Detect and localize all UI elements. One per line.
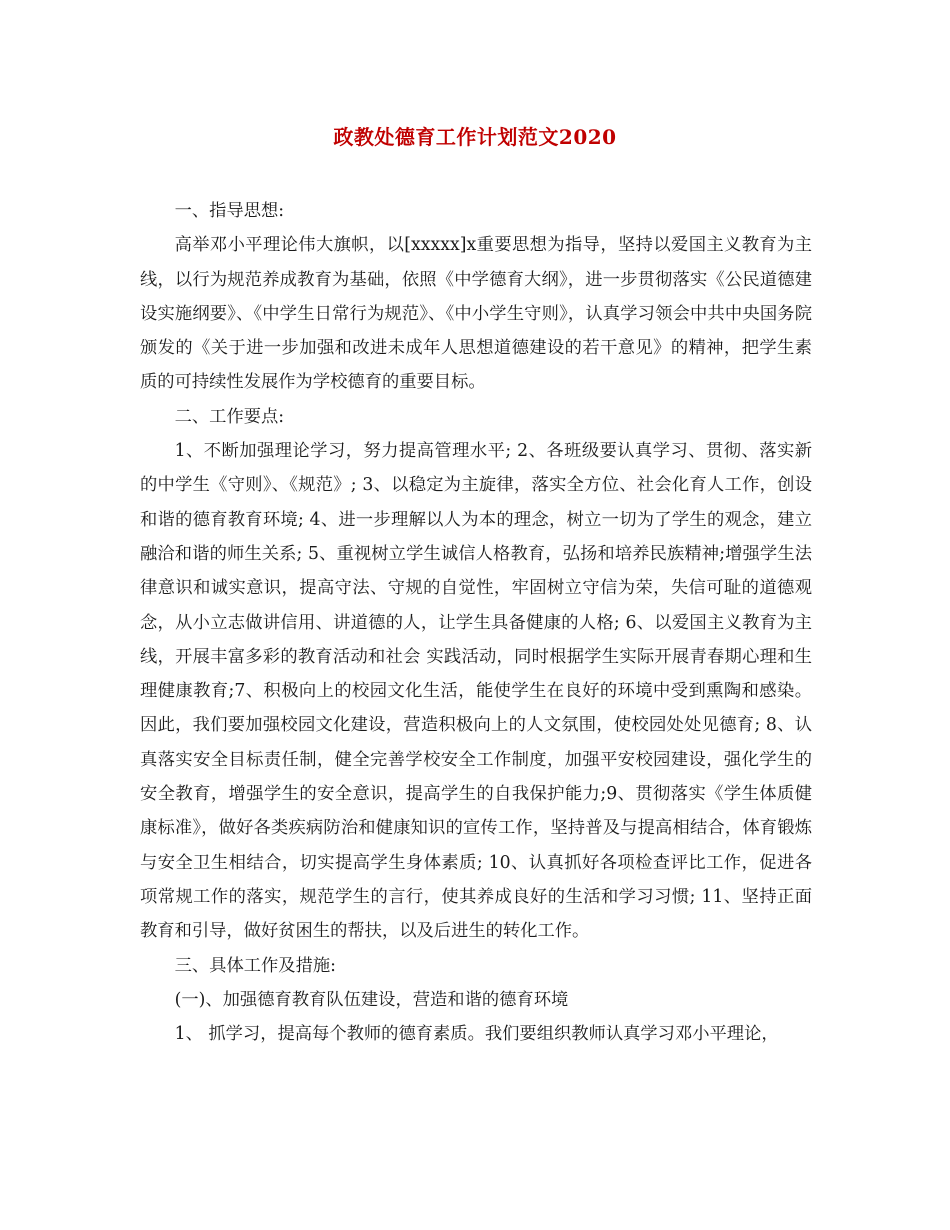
paragraph-work-points: 1、不断加强理论学习，努力提高管理水平; 2、各班级要认真学习、贯彻、落实新的中学生《守则》、《规范》; 3、以稳定为主旋律，落实全方位、社会化育人工作，创设和谐的德育教育环境; 4、进一步理解以人为本的理念，树立一切为了学生的观念，建立融洽和谐的师生关系; 5、重视树立学生诚信人格教育，弘扬和培养民族精神;增强学生法律意识和诚实意识，提高守法、守规的自觉性，牢固树立守信为荣，失信可耻的道德观念，从小立志做讲信用、讲道德的人，让学生具备健康的人格; 6、以爱国主义教育为主线，开展丰富多彩的教育活动和社会 实践活动，同时根据学生实际开展青春期心理和生理健康教育;7、积极向上的校园文化生活，能使学生在良好的环境中受到熏陶和感染。因此，我们要加强校园文化建设，营造积极向上的人文氛围，使校园处处见德育; 8、认真落实安全目标责任制，健全完善学校安全工作制度，加强平安校园建设，强化学生的安全教育，增强学生的安全意识，提高学生的自我保护能力;9、贯彻落实《学生体质健康标准》，做好各类疾病防治和健康知识的宣传工作，坚持普及与提高相结合，体育锻炼与安全卫生相结合，切实提高学生身体素质; 10、认真抓好各项检查评比工作，促进各项常规工作的落实，规范学生的言行，使其养成良好的生活和学习习惯; 11、坚持正面教育和引导，做好贫困生的帮扶，以及后进生的转化工作。 — [140, 441, 812, 942]
section-heading-measures: 三、具体工作及措施: — [174, 955, 336, 976]
document-title: 政教处德育工作计划范文2020 — [333, 125, 617, 149]
paragraph-guiding-ideology: 高举邓小平理论伟大旗帜，以[xxxxx]x重要思想为指导，坚持以爱国主义教育为主线，以行为规范养成教育为基础，依照《中学德育大纲》，进一步贯彻落实《公民道德建设实施纲要》、《中学生日常行为规范》、《中小学生守则》，认真学习领会中共中央国务院颁发的《关于进一步加强和改进未成年人思想道德建设的若干意见》的精神，把学生素质的可持续性发展作为学校德育的重要目标。 — [140, 235, 812, 393]
subsection-heading-team-building: (一)、加强德育教育队伍建设，营造和谐的德育环境 — [174, 989, 569, 1010]
document-body — [140, 194, 812, 1051]
paragraph-item-study: 1、 抓学习，提高每个教师的德育素质。我们要组织教师认真学习邓小平理论， — [174, 1024, 779, 1045]
section-heading-guiding-ideology: 一、指导思想: — [174, 201, 285, 221]
section-heading-work-points: 二、工作要点: — [174, 406, 285, 427]
